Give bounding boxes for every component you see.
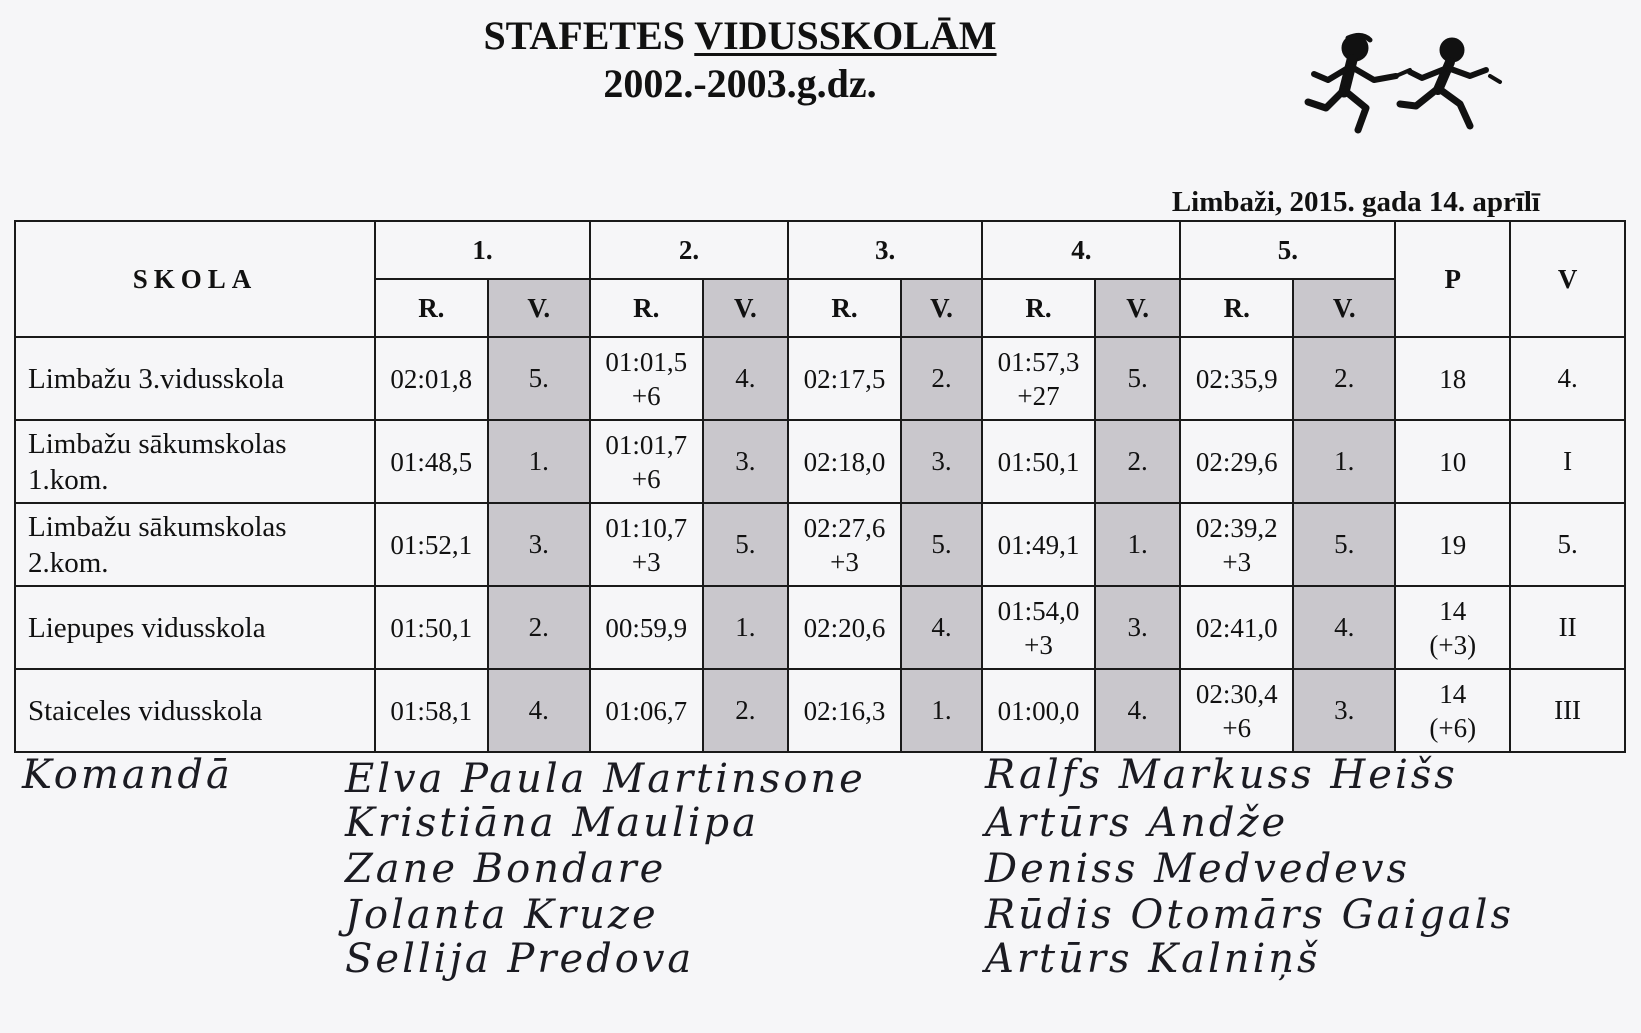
table-row xyxy=(15,337,1625,420)
stage-1-place: 1. xyxy=(488,420,590,503)
sub-header-result: R. xyxy=(375,279,488,337)
table-row xyxy=(15,669,1625,752)
points-value: 18 xyxy=(1439,363,1467,394)
stage-4-place: 3. xyxy=(1095,586,1181,669)
stage-2-place: 2. xyxy=(703,669,789,752)
sub-header-place: V. xyxy=(1095,279,1181,337)
time-value: 01:54,0 xyxy=(997,595,1080,626)
sub-header-place: V. xyxy=(703,279,789,337)
time-value: 01:49,1 xyxy=(997,529,1080,560)
table-row xyxy=(15,586,1625,669)
time-value: 01:06,7 xyxy=(605,695,688,726)
points-cell xyxy=(1395,586,1510,669)
school-name: Limbažu 3.vidusskola xyxy=(15,337,375,420)
time-value: 02:01,8 xyxy=(390,363,473,394)
time-value: 02:41,0 xyxy=(1195,612,1278,643)
time-value: 00:59,9 xyxy=(605,612,688,643)
time-value: 02:20,6 xyxy=(803,612,886,643)
title-line xyxy=(350,12,1130,60)
points-cell xyxy=(1395,337,1510,420)
stage-3-place: 2. xyxy=(901,337,982,420)
points-cell xyxy=(1395,420,1510,503)
right-name-1: Ralfs Markuss Heišs xyxy=(985,752,1458,798)
time-value: 02:16,3 xyxy=(803,695,886,726)
stage-3-time xyxy=(788,420,901,503)
points-value: 10 xyxy=(1439,446,1467,477)
stage-3-place: 4. xyxy=(901,586,982,669)
school-name: Staiceles vidusskola xyxy=(15,669,375,752)
sub-header-result: R. xyxy=(1180,279,1293,337)
stage-2-place: 1. xyxy=(703,586,789,669)
right-name-4: Rūdis Otomārs Gaigals xyxy=(985,892,1514,938)
stage-1-time xyxy=(375,586,488,669)
stage-5-time xyxy=(1180,586,1293,669)
stage-4-place: 1. xyxy=(1095,503,1181,586)
stage-header-2: 2. xyxy=(590,221,788,279)
final-place: 4. xyxy=(1510,337,1625,420)
left-name-3: Zane Bondare xyxy=(345,846,667,892)
points-value: 14 xyxy=(1439,678,1467,709)
stage-header-3: 3. xyxy=(788,221,982,279)
page-title xyxy=(350,12,1130,108)
stage-header-1: 1. xyxy=(375,221,590,279)
points-value: 19 xyxy=(1439,529,1467,560)
time-value: 02:39,2 xyxy=(1195,512,1278,543)
sub-header-place: V. xyxy=(488,279,590,337)
points-column-header: P xyxy=(1395,221,1510,337)
stage-4-place: 5. xyxy=(1095,337,1181,420)
stage-1-place: 2. xyxy=(488,586,590,669)
stage-4-place: 4. xyxy=(1095,669,1181,752)
time-penalty: +6 xyxy=(1222,712,1252,743)
stage-5-time xyxy=(1180,669,1293,752)
table-header xyxy=(15,221,1625,337)
left-name-1: Elva Paula Martinsone xyxy=(345,756,866,802)
school-name: Liepupes vidusskola xyxy=(15,586,375,669)
time-value: 02:35,9 xyxy=(1195,363,1278,394)
stage-5-time xyxy=(1180,420,1293,503)
stage-1-time xyxy=(375,669,488,752)
stage-1-time xyxy=(375,337,488,420)
right-name-3: Deniss Medvedevs xyxy=(985,846,1410,892)
points-cell xyxy=(1395,669,1510,752)
stage-5-place: 1. xyxy=(1293,420,1395,503)
time-value: 01:10,7 xyxy=(605,512,688,543)
stage-4-time xyxy=(982,503,1095,586)
stage-4-time xyxy=(982,586,1095,669)
sub-header-place: V. xyxy=(1293,279,1395,337)
time-value: 01:01,7 xyxy=(605,429,688,460)
place-date: Limbaži, 2015. gada 14. aprīlī xyxy=(1171,186,1540,218)
sub-header-result: R. xyxy=(982,279,1095,337)
stage-2-time xyxy=(590,669,703,752)
time-penalty: +6 xyxy=(631,380,661,411)
stage-1-place: 4. xyxy=(488,669,590,752)
stage-4-place: 2. xyxy=(1095,420,1181,503)
points-cell xyxy=(1395,503,1510,586)
title-prefix: STAFETES xyxy=(483,13,695,58)
table-row xyxy=(15,420,1625,503)
stage-header-4: 4. xyxy=(982,221,1180,279)
stage-3-time xyxy=(788,669,901,752)
school-name: Limbažu sākumskolas 2.kom. xyxy=(15,503,375,586)
right-name-2: Artūrs Andže xyxy=(985,800,1289,846)
stage-3-time xyxy=(788,503,901,586)
left-name-4: Jolanta Kruze xyxy=(345,892,659,938)
time-value: 01:57,3 xyxy=(997,346,1080,377)
subtitle: 2002.-2003.g.dz. xyxy=(603,61,877,106)
stage-2-time xyxy=(590,337,703,420)
sub-header-result: R. xyxy=(590,279,703,337)
time-value: 01:01,5 xyxy=(605,346,688,377)
school-name: Limbažu sākumskolas 1.kom. xyxy=(15,420,375,503)
stage-3-time xyxy=(788,337,901,420)
time-penalty: +3 xyxy=(631,546,661,577)
time-value: 02:18,0 xyxy=(803,446,886,477)
stage-5-place: 4. xyxy=(1293,586,1395,669)
stage-4-time xyxy=(982,669,1095,752)
stage-2-time xyxy=(590,586,703,669)
stage-3-place: 5. xyxy=(901,503,982,586)
stage-1-time xyxy=(375,503,488,586)
stage-2-place: 5. xyxy=(703,503,789,586)
stage-2-time xyxy=(590,420,703,503)
stage-1-place: 3. xyxy=(488,503,590,586)
time-penalty: +3 xyxy=(1024,629,1053,660)
time-value: 01:52,1 xyxy=(390,529,473,560)
points-penalty: (+3) xyxy=(1429,629,1477,660)
table-row xyxy=(15,503,1625,586)
relay-runners-icon xyxy=(1300,30,1520,140)
stage-5-time xyxy=(1180,337,1293,420)
left-name-5: Sellija Predova xyxy=(345,936,695,982)
school-column-header: SKOLA xyxy=(15,221,375,337)
time-value: 01:48,5 xyxy=(390,446,473,477)
time-value: 02:27,6 xyxy=(803,512,886,543)
stage-4-time xyxy=(982,337,1095,420)
final-place: 5. xyxy=(1510,503,1625,586)
left-name-2: Kristiāna Maulipa xyxy=(345,800,759,846)
time-value: 02:29,6 xyxy=(1195,446,1278,477)
results-table xyxy=(14,220,1626,753)
stage-1-time xyxy=(375,420,488,503)
stage-3-place: 1. xyxy=(901,669,982,752)
stage-header-5: 5. xyxy=(1180,221,1395,279)
time-value: 01:50,1 xyxy=(390,612,473,643)
stage-2-place: 4. xyxy=(703,337,789,420)
final-place: I xyxy=(1510,420,1625,503)
time-penalty: +3 xyxy=(830,546,859,577)
time-value: 01:00,0 xyxy=(997,695,1080,726)
stage-5-time xyxy=(1180,503,1293,586)
time-penalty: +6 xyxy=(631,463,661,494)
sub-header-place: V. xyxy=(901,279,982,337)
stage-3-time xyxy=(788,586,901,669)
table-body xyxy=(15,337,1625,752)
stage-5-place: 2. xyxy=(1293,337,1395,420)
time-penalty: +27 xyxy=(1017,380,1060,411)
time-value: 02:30,4 xyxy=(1195,678,1278,709)
stage-5-place: 3. xyxy=(1293,669,1395,752)
stage-3-place: 3. xyxy=(901,420,982,503)
header-row-stages xyxy=(15,221,1625,279)
sub-header-result: R. xyxy=(788,279,901,337)
stage-2-time xyxy=(590,503,703,586)
final-place: II xyxy=(1510,586,1625,669)
time-penalty: +3 xyxy=(1222,546,1252,577)
team-label: Komandā xyxy=(22,752,233,798)
time-value: 01:50,1 xyxy=(997,446,1080,477)
stage-2-place: 3. xyxy=(703,420,789,503)
time-value: 02:17,5 xyxy=(803,363,886,394)
title-underlined: VIDUSSKOLĀM xyxy=(694,13,997,58)
place-column-header: V xyxy=(1510,221,1625,337)
stage-5-place: 5. xyxy=(1293,503,1395,586)
points-value: 14 xyxy=(1439,595,1467,626)
points-penalty: (+6) xyxy=(1429,712,1477,743)
final-place: III xyxy=(1510,669,1625,752)
stage-4-time xyxy=(982,420,1095,503)
stage-1-place: 5. xyxy=(488,337,590,420)
time-value: 01:58,1 xyxy=(390,695,473,726)
right-name-5: Artūrs Kalniņš xyxy=(985,936,1321,982)
